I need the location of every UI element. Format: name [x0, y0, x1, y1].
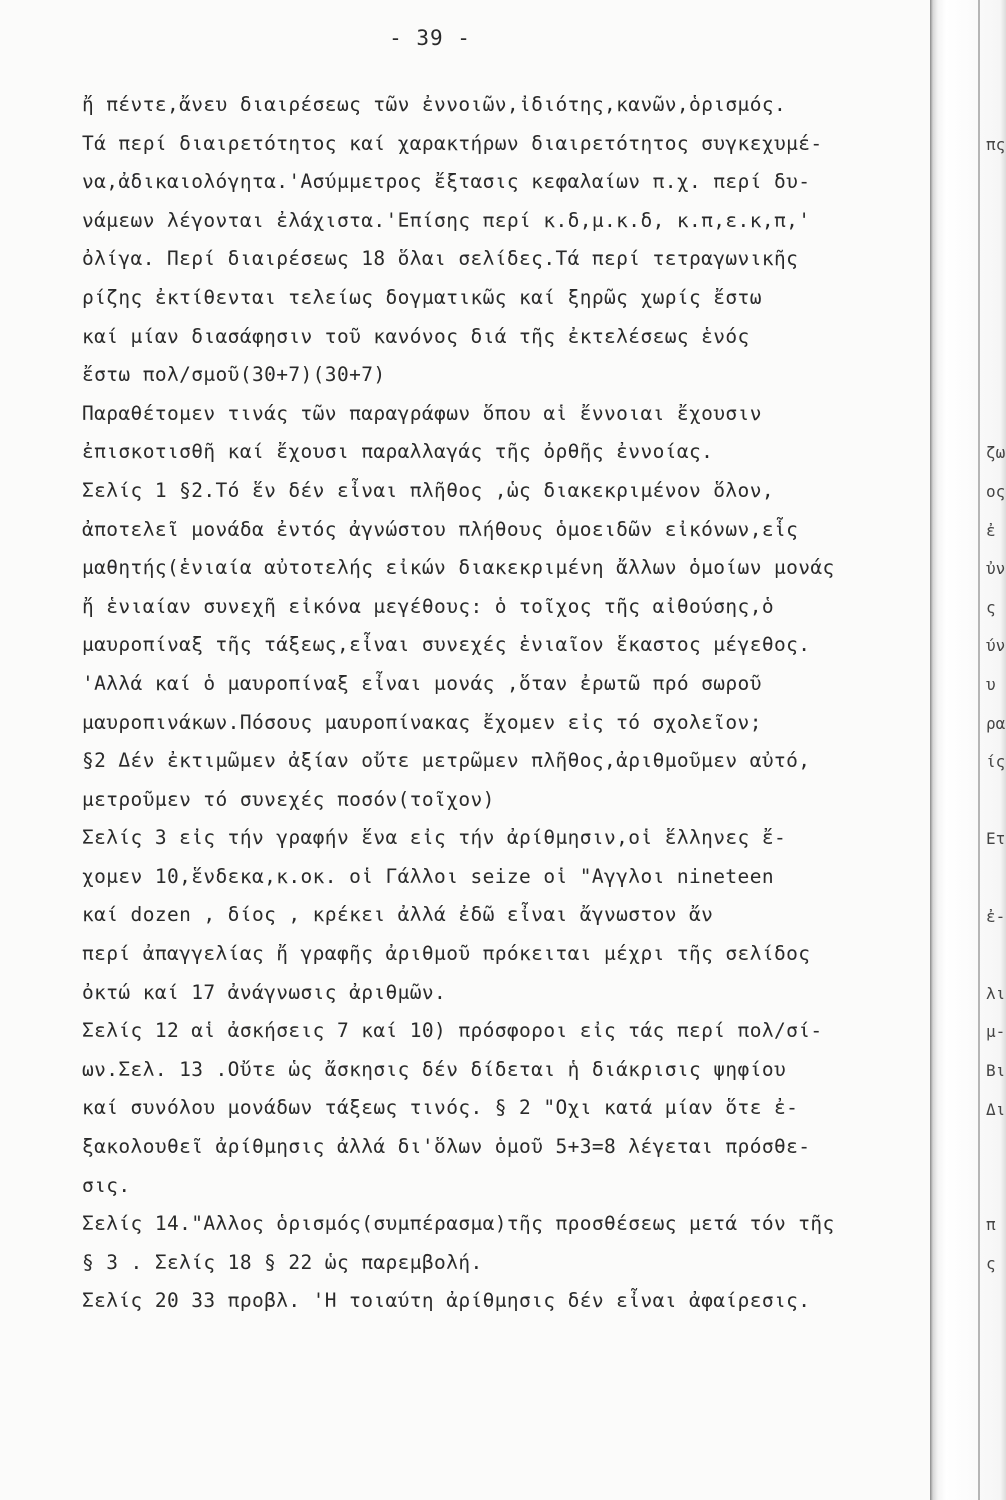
text-line: καί dozen , δίος , κρέκει ἀλλά ἐδῶ εἶναι ἄγνωστον ἄν	[82, 903, 714, 927]
text-line: μετροῦμεν τό συνεχές ποσόν(τοῖχον)	[82, 787, 495, 811]
text-line: ὀλίγα. Περί διαιρέσεως 18 ὅλαι σελίδες.Τά περί τετραγωνικῆς	[82, 247, 799, 271]
typed-text-body	[82, 86, 922, 1321]
text-line: περί ἀπαγγελίας ἤ γραφῆς ἀριθμοῦ πρόκειται μέχρι τῆς σελίδος	[82, 942, 811, 966]
margin-fragment: πς	[986, 134, 1006, 154]
margin-fragment: Βι	[986, 1061, 1006, 1080]
margin-fragment: ζω	[986, 443, 1006, 463]
margin-fragment: ύν	[986, 636, 1006, 656]
text-line: καί συνόλου μονάδων τάξεως τινός. § 2 "Οχι κατά μίαν ὅτε ἐ-	[82, 1096, 799, 1120]
margin-fragment: ρα	[986, 713, 1006, 733]
text-line: ων.Σελ. 13 .Οὔτε ὡς ἄσκησις δέν δίδεται ἡ διάκρισις ψηφίου	[82, 1057, 787, 1081]
text-line: ρίζης ἐκτίθενται τελείως δογματικῶς καί ξηρῶς χωρίς ἔστω	[82, 285, 762, 309]
text-line: ξακολουθεῖ ἀρίθμησις ἀλλά δι'ὅλων ὁμοῦ 5+3=8 λέγεται πρόσθε-	[82, 1135, 811, 1159]
page-number: - 39 -	[389, 26, 471, 50]
text-line: Σελίς 3 εἰς τήν γραφήν ἕνα εἰς τήν ἀρίθμησιν,οἱ ἕλληνες ἔ-	[82, 826, 787, 850]
margin-fragment: λι	[986, 983, 1006, 1003]
text-line: Σελίς 20 33 προβλ. 'Η τοιαύτη ἀρίθμησις δέν εἶναι ἀφαίρεσις.	[82, 1289, 811, 1313]
text-line: Σελίς 1 §2.Τό ἕν δέν εἶναι πλῆθος ,ὡς διακεκριμένον ὅλον,	[82, 478, 774, 502]
text-line: να,ἀδικαιολόγητα.'Ασύμμετρος ἔξτασις κεφαλαίων π.χ. περί δυ-	[82, 170, 811, 194]
text-line: ἀποτελεῖ μονάδα ἐντός ἀγνώστου πλήθους ὁμοειδῶν εἰκόνων,εἷς	[82, 517, 799, 541]
next-page-edge	[978, 0, 980, 1500]
margin-fragment: υ	[986, 675, 996, 694]
margin-fragment: ἐ-	[986, 906, 1006, 926]
margin-fragment: π	[986, 1215, 996, 1235]
margin-fragment: ος	[986, 482, 1006, 501]
text-line: νάμεων λέγονται ἐλάχιστα.'Επίσης περί κ.δ,μ.κ.δ, κ.π,ε.κ,π,'	[82, 208, 811, 232]
text-line: Σελίς 14."Αλλος ὁρισμός(συμπέρασμα)τῆς προσθέσεως μετά τόν τῆς	[82, 1212, 835, 1236]
binding-gutter	[930, 0, 1006, 1500]
text-line: Τά περί διαιρετότητος καί χαρακτήρων διαιρετότητος συγκεχυμέ-	[82, 131, 823, 155]
text-line: καί μίαν διασάφησιν τοῦ κανόνος διά τῆς ἐκτελέσεως ἑνός	[82, 324, 750, 348]
text-line: μαυροπινάκων.Πόσους μαυροπίνακας ἔχομεν εἰς τό σχολεῖον;	[82, 710, 762, 734]
margin-fragment: μ-	[986, 1022, 1006, 1042]
text-line: Παραθέτομεν τινάς τῶν παραγράφων ὅπου αἱ ἔννοιαι ἔχουσιν	[82, 401, 762, 425]
margin-fragment: ς	[986, 597, 996, 617]
margin-fragment: Ετ	[986, 829, 1006, 849]
text-line: ἔστω πολ/σμοῦ(30+7)(30+7)	[82, 363, 386, 387]
text-line: §2 Δέν ἐκτιμῶμεν ἀξίαν οὔτε μετρῶμεν πλῆθος,ἀριθμοῦμεν αὐτό,	[82, 749, 811, 773]
text-line: μαθητής(ἑνιαία αὐτοτελής εἰκών διακεκριμένη ἄλλων ὁμοίων μονάς	[82, 556, 835, 580]
text-line: μαυροπίναξ τῆς τάξεως,εἶναι συνεχές ἑνιαῖον ἕκαστος μέγεθος.	[82, 633, 811, 657]
margin-fragment: ἐ	[986, 520, 996, 540]
text-line: ἤ πέντε,ἄνευ διαιρέσεως τῶν ἐννοιῶν,ἰδιότης,κανῶν,ὁρισμός.	[82, 93, 787, 116]
text-line: χομεν 10,ἕνδεκα,κ.οκ. οἱ Γάλλοι seize οἱ "Αγγλοι nineteen	[82, 864, 774, 888]
text-line: ἐπισκοτισθῆ καί ἔχουσι παραλλαγάς τῆς ὀρθῆς ἐννοίας.	[82, 440, 714, 464]
text-line: § 3 . Σελίς 18 § 22 ὡς παρεμβολή.	[82, 1250, 483, 1274]
text-line: 'Αλλά καί ὁ μαυροπίναξ εἶναι μονάς ,ὅταν ἐρωτῶ πρό σωροῦ	[82, 671, 762, 695]
text-line: σις.	[82, 1173, 131, 1197]
margin-fragment: Δι	[986, 1099, 1006, 1119]
text-line: ὀκτώ καί 17 ἀνάγνωσις ἀριθμῶν.	[82, 980, 447, 1004]
margin-fragment: ς	[986, 1254, 996, 1273]
text-line: Σελίς 12 αἱ ἀσκήσεις 7 καί 10) πρόσφοροι εἰς τάς περί πολ/σί-	[82, 1019, 823, 1043]
text-line: ἤ ἑνιαίαν συνεχῆ εἰκόνα μεγέθους: ὁ τοῖχος τῆς αἰθούσης,ὁ	[82, 594, 774, 618]
margin-fragment: ίς	[986, 752, 1006, 772]
margin-fragment: ὐν	[986, 559, 1006, 579]
